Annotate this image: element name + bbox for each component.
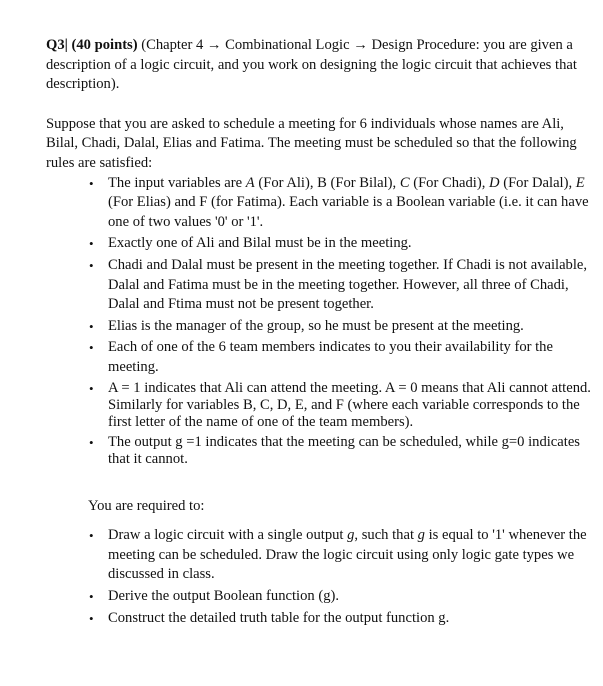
- rule-item: • Elias is the manager of the group, so he must be present at the meeting.: [108, 317, 591, 337]
- requirements-section: [46, 497, 591, 629]
- bullet-icon: •: [89, 175, 94, 191]
- bullet-icon: •: [89, 434, 94, 450]
- document: [46, 36, 591, 630]
- rule-item: • The input variables are A (For Ali), B (For Bilal), C (For Chadi), D (For Dalal), E (For Elias) and F (for Fatima). Each variable is a Boolean variable (i.e. it can have one of two values '0' or '1'.: [89, 174, 589, 230]
- bullet-icon: •: [89, 257, 94, 273]
- bullet-icon: •: [89, 588, 94, 604]
- rules-list: [46, 174, 591, 469]
- requirement-item: • Construct the detailed truth table for the output function g.: [108, 609, 591, 629]
- rule-item: • A = 1 indicates that Ali can attend the meeting. A = 0 means that Ali cannot attend. Similarly for variables B, C, D, E, and F (where each variable corresponds to the first letter of the name of one of the team members).: [89, 379, 591, 431]
- bullet-icon: •: [89, 236, 94, 252]
- requirements-title: You are required to:: [88, 497, 205, 514]
- question-label: Q3| (40 points): [46, 37, 138, 53]
- requirement-item: • Derive the output Boolean function (g).: [108, 587, 591, 607]
- question-header: [46, 36, 591, 95]
- rule-item: • Chadi and Dalal must be present in the meeting together. If Chadi is not available, Dalal and Fatima must be in the meeting together. However, all three of Chadi, Dalal and Ftima must not be present together.: [89, 256, 588, 313]
- bullet-icon: •: [89, 528, 94, 544]
- intro-paragraph: Suppose that you are asked to schedule a meeting for 6 individuals whose names are Ali, Bilal, Chadi, Dalal, Elias and Fatima. The meeting must be scheduled so that the following rules are satisfied:: [46, 115, 577, 171]
- requirement-item: • Draw a logic circuit with a single output g, such that g is equal to '1' whenever the meeting can be scheduled. Draw the logic circuit using only logic gate types we discussed in class.: [89, 527, 587, 583]
- bullet-icon: •: [89, 610, 94, 626]
- bullet-icon: •: [89, 380, 94, 396]
- rule-item: • Each of one of the 6 team members indicates to you their availability for the meeting.: [89, 339, 553, 375]
- bullet-icon: •: [89, 340, 94, 356]
- rule-item: • Exactly one of Ali and Bilal must be in the meeting.: [108, 234, 591, 254]
- rule-item: • The output g =1 indicates that the meeting can be scheduled, while g=0 indicates that it cannot.: [89, 433, 580, 468]
- requirements-list: [88, 526, 591, 628]
- question-description: (Chapter 4 → Combinational Logic → Design Procedure: you are given a description of a logic circuit, and you work on designing the logic circuit that achieves that description).: [46, 37, 577, 93]
- bullet-icon: •: [89, 318, 94, 334]
